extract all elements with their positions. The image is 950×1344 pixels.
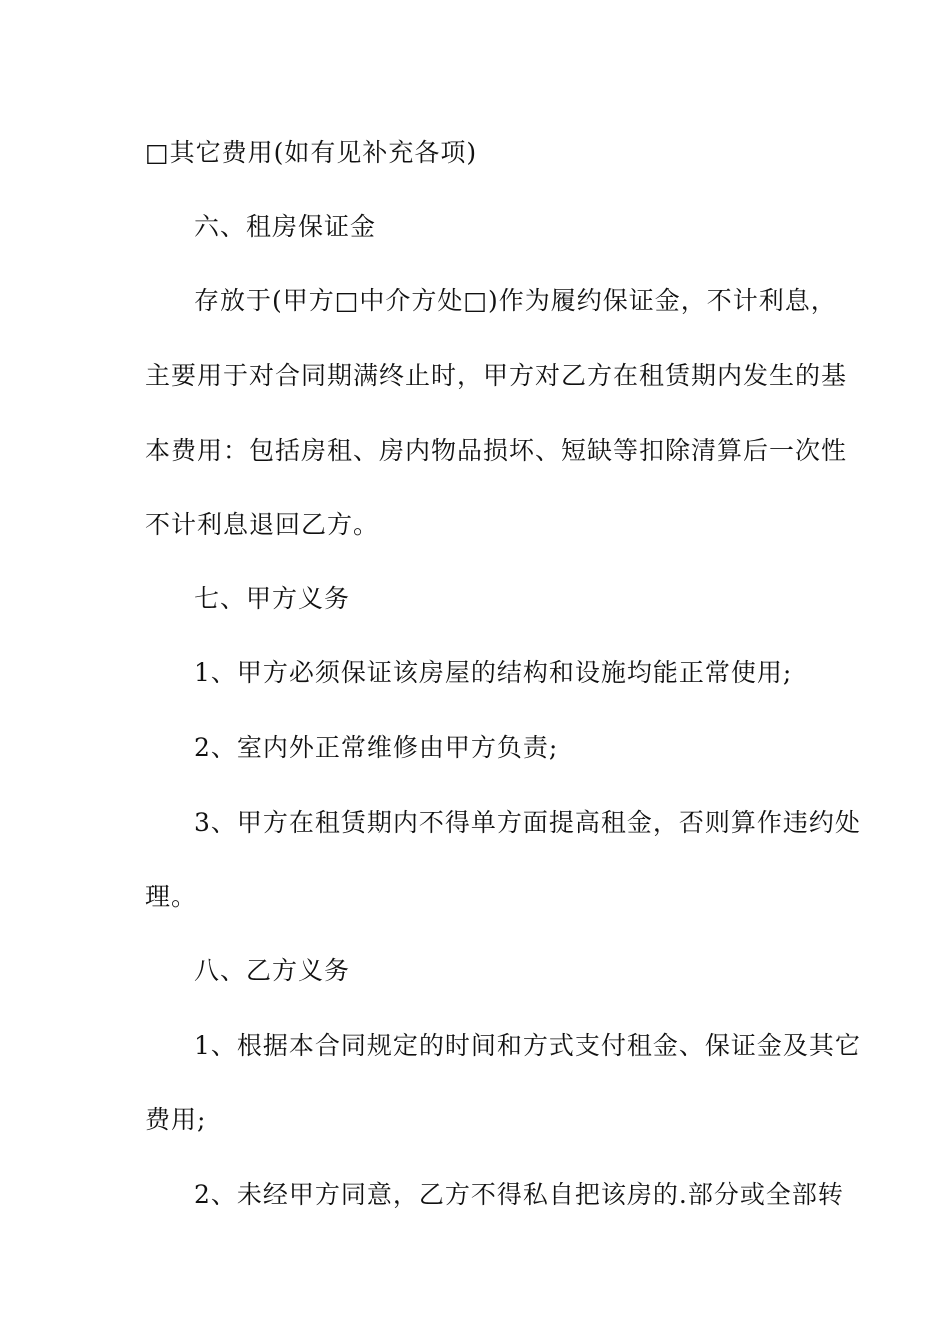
- party-b-duty-1-line-1: 1、根据本合同规定的时间和方式支付租金、保证金及其它: [194, 1031, 861, 1060]
- party-b-duty-2-line-1: 2、未经甲方同意，乙方不得私自把该房的.部分或全部转: [194, 1180, 844, 1209]
- party-a-duty-3-line-1: 3、甲方在租赁期内不得单方面提高租金，否则算作违约处: [194, 808, 861, 837]
- party-b-duty-1-line-2: 费用;: [145, 1105, 207, 1134]
- section-7-heading: 七、甲方义务: [194, 584, 351, 613]
- other-fees-line: □其它费用(如有见补充各项): [145, 138, 478, 167]
- deposit-paragraph-line-3: 本费用：包括房租、房内物品损坏、短缺等扣除清算后一次性: [145, 436, 848, 465]
- party-a-duty-1: 1、甲方必须保证该房屋的结构和设施均能正常使用;: [194, 658, 793, 687]
- deposit-paragraph-line-2: 主要用于对合同期满终止时，甲方对乙方在租赁期内发生的基: [145, 361, 848, 390]
- party-a-duty-2: 2、室内外正常维修由甲方负责;: [194, 733, 559, 762]
- deposit-paragraph-line-1: 存放于(甲方□中介方处□)作为履约保证金，不计利息，: [194, 286, 837, 315]
- section-6-heading: 六、租房保证金: [194, 212, 377, 241]
- party-a-duty-3-line-2: 理。: [145, 882, 198, 911]
- section-8-heading: 八、乙方义务: [194, 956, 351, 985]
- deposit-paragraph-line-4: 不计利息退回乙方。: [145, 510, 380, 539]
